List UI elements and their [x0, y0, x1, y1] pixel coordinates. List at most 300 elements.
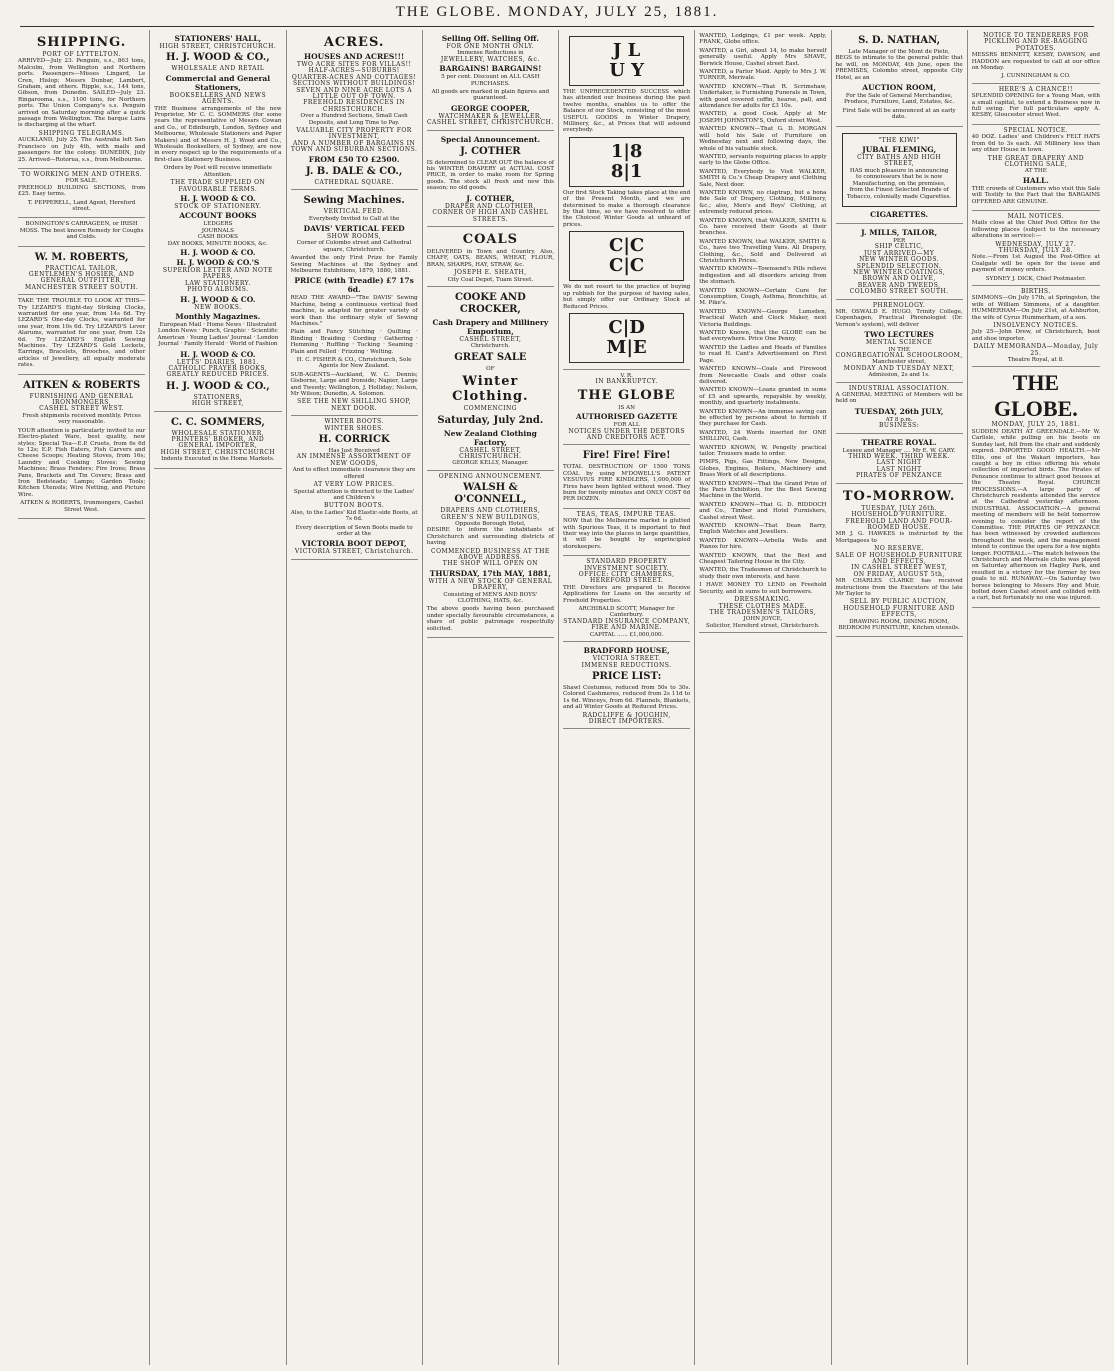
- delivered-text: DELIVERED in Town and Country. Also, CHAFF, OATS, BEANS, WHEAT, FLOUR, BRAN, SHARPS, HAY, STRAW, &c.: [426, 248, 554, 268]
- trade-supplied: THE TRADE SUPPLIED ON FAVOURABLE TERMS.: [170, 179, 266, 193]
- sommers-address: HIGH STREET, CHRISTCHURCH: [160, 448, 276, 456]
- superior-papers: SUPERIOR LETTER AND NOTE PAPERS,: [162, 266, 273, 281]
- admission: Admission, 2s and 1s.: [868, 372, 930, 379]
- aitken-ad: [18, 375, 145, 519]
- greatly-reduced: GREATLY REDUCED PRICES.: [166, 371, 270, 379]
- new-winter-goods: NEW WINTER GOODS.: [859, 256, 940, 264]
- ledgers: LEDGERS: [203, 221, 233, 228]
- wanted-item: WANTED, a Parlor Maid. Apply to Mrs J. W. TURNER, Merivale.: [699, 69, 827, 82]
- stock-heading: STOCK OF STATIONERY.: [174, 202, 262, 210]
- seven-nine: SEVEN AND NINE ACRE LOTS A LITTLE OUT OF TOWN.: [296, 86, 413, 101]
- household-furniture: HOUSEHOLD FURNITURE.: [851, 511, 948, 519]
- winter-shoes: WINTER SHOES.: [324, 424, 384, 432]
- solicitor-address: Solicitor, Hereford street, Christchurch.: [705, 622, 820, 629]
- ladies-text: Special attention is directed to the Ladies' and Children's: [293, 488, 415, 501]
- wanted-item: I HAVE MONEY TO LEND on Freehold Security, and in sums to suit borrowers.: [699, 582, 827, 595]
- pirates: PIRATES OF PENZANCE: [856, 472, 943, 480]
- victoria-depot: VICTORIA BOOT DEPOT,: [301, 539, 407, 549]
- wanted-item: PIMPS, Pigs, Gas Fittings, New Designs, Globes, Engines, Boilers, Machinery and Brass Work of all descriptions.: [699, 459, 827, 479]
- cigarettes: CIGARETTES.: [870, 209, 929, 219]
- phrenology-ad: [836, 300, 963, 383]
- thursday: THURSDAY, JULY 28.: [998, 246, 1074, 254]
- industrial-ad: [836, 383, 963, 434]
- chance-ad: [972, 84, 1100, 125]
- mail-note: Note.—From 1st August the Post-Office at Coalgate will be open for the issue and payment of money orders.: [971, 254, 1100, 274]
- kiwi-heading: "THE KIWI": [878, 136, 920, 144]
- journals: JOURNALS: [201, 227, 234, 234]
- bradford-street: VICTORIA STREET.: [592, 655, 661, 663]
- wanted-intro: WANTED, Lodgings, £1 per week. Apply, FRANK, Globe office.: [699, 33, 827, 46]
- hjwood-heading-3: H. J. WOOD & CO.: [180, 247, 256, 257]
- shop-open: THE SHOP WILL OPEN ON: [442, 560, 539, 568]
- nathan-body: BEGS to intimate to the general public that he will, on MONDAY, 4th June, open the PREMISES, Colombo street, opposite City Hotel, as an: [835, 55, 963, 81]
- in-the: IN THE: [888, 346, 910, 353]
- freehold-land: FREEHOLD LAND AND FOUR-ROOMED HOUSE.: [845, 517, 953, 531]
- boningtons-text: BONINGTON'S CARRAGEEN, or IRISH MOSS. The best known Remedy for Coughs and Colds.: [19, 221, 144, 241]
- reductions: IMMENSE REDUCTIONS.: [581, 661, 672, 669]
- roberts-address: MANCHESTER STREET SOUTH.: [24, 283, 139, 291]
- jly-top: J L: [612, 40, 641, 61]
- wednesday: WEDNESDAY, JULY 27.: [995, 240, 1077, 248]
- george-cooper: GEORGE COOPER,: [450, 103, 530, 113]
- column-6: [695, 30, 831, 1365]
- masthead: THE GLOBE. MONDAY, JULY 25, 1881.: [395, 4, 719, 20]
- wanted-item: WANTED KNOWN—An immense saving can be effected by persons about to furnish if they purchase for Cash.: [699, 408, 827, 428]
- cother-body: IS determined to CLEAR OUT the balance of his WINTER DRAPERY at ACTUAL COST PRICE, in order to make room for Spring goods. The stock all fresh and new this season; no old goods.: [426, 159, 554, 192]
- thursday-date: THURSDAY, 17th MAY, 1881,: [429, 568, 551, 578]
- stock-taking: Our first Stock Taking takes place at the end of the Present Month, and we are determined to make a thorough clearance by that time, so we have resolved to offer the Choicest Winter Goods at unheard of prices.: [563, 189, 691, 228]
- column-3: [287, 30, 423, 1365]
- aitken-sub: Fresh shipments received monthly. Prices very reasonable.: [22, 412, 141, 426]
- new-goods: WITH A NEW STOCK OF GENERAL DRAPERY,: [428, 577, 553, 592]
- wholesale-retail: WHOLESALE AND RETAIL: [171, 65, 265, 73]
- we-do-not: We do not resort to the practice of buying up rubbish for the purpose of having sales, but simply offer our Ordinary Stock at Reduced Prices.: [563, 284, 691, 310]
- monday-tuesday: MONDAY AND TUESDAY NEXT,: [843, 364, 955, 372]
- shawls-text: Shawl Costumes, reduced from 50s to 30s. Colored Cashmeres, reduced from 2s 11d to 1s 6d. Winceys, from 6d. Flannels, Blankets, and all Winter Goods at Reduced Prices.: [563, 684, 691, 711]
- has-received: Has Just Received: [328, 448, 380, 455]
- cashel-street: CASHEL STREET, CHRISTCHURCH.: [426, 119, 554, 127]
- hugo-text: MR. OSWALD E. HUGO, Trinity College, Copenhagen, Practical Phrenologist (Dr. Vernon's system), will deliver: [835, 308, 963, 328]
- commercial-stationers: Commercial and General Stationers,: [165, 73, 271, 92]
- selling-off: Selling Off. Selling Off.: [441, 34, 540, 43]
- column-7: [832, 30, 968, 1365]
- hundred-sections: Over a Hundred Sections, Small Cash Deposits, and Long Time to Pay.: [300, 113, 408, 126]
- wanted-item: WANTED KNOWN—Loans granted in sums of £5 and upwards, repayable by weekly, monthly, and quarterly instalments.: [699, 387, 827, 407]
- hickson-text: H. C. FISHER & CO., Christchurch, Sole Agents for New Zealand.: [296, 357, 412, 370]
- business-label: BUSINESS:: [879, 422, 920, 430]
- special-notice-ad: [972, 125, 1100, 211]
- houses-heading: HOUSES AND ACRES!!!: [304, 52, 405, 61]
- gazette-ad: [563, 370, 690, 445]
- public-auction: SELL BY PUBLIC AUCTION,: [849, 598, 949, 606]
- hjwood-heading-4: H. J. WOOD & CO.'S: [176, 257, 260, 267]
- sommers-ad: [154, 412, 281, 469]
- frac-box-3: [569, 313, 684, 363]
- frac-box-1: [569, 137, 684, 187]
- christchurch-label: Christchurch.: [470, 343, 510, 350]
- cunningham: J. CUNNINGHAM & CO.: [1001, 73, 1071, 80]
- roberts-name: W. M. ROBERTS,: [34, 251, 129, 263]
- great-display: THE GREAT DRAPERY AND CLOTHING SALE,: [987, 154, 1085, 168]
- day-books: DAY BOOKS, MINUTE BOOKS, &c.: [167, 240, 269, 247]
- assortment: AN IMMENSE ASSORTMENT OF NEW GOODS,: [296, 453, 412, 467]
- corrick-ad: [291, 416, 418, 560]
- corrick-name: H. CORRICK: [318, 434, 390, 446]
- low-prices: AT VERY LOW PRICES.: [313, 481, 395, 489]
- tea-ad: [563, 509, 690, 556]
- office-address: OFFICE: CITY CHAMBERS, HEREFORD STREET.: [578, 571, 675, 585]
- just-arrived: JUST ARRIVED—MY: [863, 249, 935, 257]
- hjwood-heading-2: H. J. WOOD & CO.: [180, 193, 256, 203]
- per-label: PER: [893, 237, 906, 244]
- shipping-section: [18, 30, 145, 169]
- fire-marine: FIRE AND MARINE.: [591, 624, 662, 632]
- standard-heading: STANDARD PROPERTY INVESTMENT SOCIETY.: [584, 558, 670, 572]
- cdme-bottom: M|E: [606, 336, 647, 358]
- solicitor-name: JOHN JOYCE,: [743, 616, 783, 623]
- frac-box-2: [569, 231, 684, 281]
- immense-text: Immense Reductions in: [457, 50, 524, 57]
- jly-ad: [563, 30, 690, 370]
- monthly-magazines: Monthly Magazines.: [175, 311, 261, 321]
- cashel-west: IN CASHEL STREET WEST,: [851, 564, 948, 572]
- chance-heading: HERE'S A CHANCE!!: [998, 85, 1073, 93]
- wanted-item: WANTED KNOWN—That R. Scrimshaw, Undertaker, is Furnishing Funerals in Town, with good covered coffin, hearse, pall, and attendance for adults for £3 10s.: [699, 83, 827, 110]
- half-acre: HALF-ACRES—SUBURBS!: [308, 67, 400, 75]
- cathedral-square: CATHEDRAL SQUARE.: [314, 178, 394, 186]
- nathan-sub: Late Manager of the Mont de Piete,: [848, 49, 950, 55]
- sale-household: SALE OF HOUSEHOLD FURNITURE AND EFFECTS,: [835, 551, 963, 565]
- bradford-name: BRADFORD HOUSE,: [583, 646, 670, 656]
- auction-body: For the Sale of General Merchandise, Produce, Furniture, Land, Estates, &c.: [844, 93, 955, 106]
- notice-tenderers: NOTICE TO TENDERERS FOR PICKLING AND RE-BAGGING POTATOES.: [983, 32, 1089, 52]
- cooper-ad: [427, 30, 554, 131]
- tea-body: NOW that the Melbourne market is glutted with Spurious Teas, it is important to find their way into the places in large quantities, it will be bought by unprincipled storekeepers.: [563, 518, 691, 550]
- first-sale: First Sale will be announced at an early date.: [842, 107, 956, 121]
- lezards-text: TAKE THE TROUBLE TO LOOK AT THIS— Try LEZARD'S Eight-day Striking Clocks, warranted for one year, from 14s 6d. Try LEZARD'S One-day Clocks, warranted for one year, from 10s 6d. Try LEZARD'S Lever Alarums, warranted for one year, from 12s 6d. Try LEZARD'S English Sewing Machines. Try LEZARD'S Gold Lockets, Earrings, Bracelets, Brooches, and other articles of Jewellery, all equally moderate rates.: [18, 298, 146, 369]
- nz-clothing: New Zealand Clothing Factory,: [443, 428, 537, 447]
- desire-text: DESIRE to inform the inhabitants of Christchurch and surrounding districts of having: [426, 527, 554, 547]
- household-effects: HOUSEHOLD FURNITURE AND EFFECTS,: [843, 604, 955, 619]
- column-4: [423, 30, 559, 1365]
- total-text: TOTAL DESTRUCTION OF 1500 TONS COAL by using M'DOWELL'S PATENT VESUVIUS FIRE KINDLERS, 1,000,000 of Fires have been lighted without wood. They burn for twenty minutes and ONLY COST 6d PER DOZEN.: [563, 464, 691, 503]
- price-list: PRICE LIST:: [591, 670, 662, 682]
- sewing-ad: [291, 190, 418, 416]
- wanted-section: [699, 30, 826, 633]
- bradford-ad: [563, 642, 690, 729]
- great-sale: GREAT SALE: [454, 351, 527, 363]
- theatre-ad: [836, 434, 963, 484]
- frac-1: 1|8: [610, 140, 643, 162]
- coatings: NEW WINTER COATINGS,: [853, 268, 946, 276]
- nathan-name: S. D. NATHAN,: [858, 35, 941, 46]
- column-1: [14, 30, 150, 1365]
- aitken-trade: FURNISHING AND GENERAL IRONMONGERS,: [29, 392, 134, 407]
- goods-marked: All goods are marked in plain figures and guaranteed.: [431, 89, 550, 102]
- hjwood-heading: H. J. WOOD & CO.,: [166, 52, 270, 64]
- wanted-item: WANTED, a good Cook. Apply at Mr JOSEPH JOHNSTON'S, Oxford street West.: [699, 111, 827, 124]
- dick: SYDNEY J. DICK, Chief Postmaster.: [985, 275, 1087, 282]
- wanted-item: WANTED KNOWN—Arbella Wells and Pianos for hire.: [699, 537, 827, 551]
- mills-ad: [836, 224, 963, 300]
- editorial-date: MONDAY, JULY 25, 1881.: [991, 421, 1081, 429]
- wanted-item: WANTED KNOWN—Certain Cure for Consumption, Cough, Asthma, Bronchitis, at M. Pike's.: [699, 287, 827, 307]
- saturday-date: Saturday, July 2nd.: [437, 414, 544, 426]
- workmen-ad: [18, 169, 145, 218]
- jubal-name: JUBAL FLEMING,: [862, 145, 937, 155]
- opening-heading: OPENING ANNOUNCEMENT.: [438, 472, 542, 480]
- greens-buildings: GREEN'S NEW BUILDINGS,: [441, 513, 540, 521]
- mills-name: J. MILLS, TAILOR,: [861, 227, 938, 237]
- column-8: [968, 30, 1104, 1365]
- colombo-south: COLOMBO STREET SOUTH.: [849, 288, 949, 296]
- high-street-2: HIGH STREET,: [191, 400, 244, 408]
- special-announcement: Special Announcement.: [440, 134, 541, 144]
- cooke-ad: [427, 287, 554, 471]
- masthead-rule: [20, 26, 1094, 27]
- cash-drapery: Cash Drapery and Millinery Emporium,: [432, 317, 549, 336]
- button-boots: BUTTON BOOTS.: [323, 502, 385, 510]
- wanted-item: WANTED, servants requiring places to apply early to the Globe Office.: [699, 153, 827, 167]
- victoria-street: VICTORIA STREET, Christchurch.: [294, 548, 414, 556]
- kiwi-box: [842, 133, 957, 207]
- jly-box: [569, 36, 684, 86]
- discount: 5 per cent. Discount on ALL CASH PURCHASES.: [441, 74, 540, 87]
- davis-name: DAVIS' VERTICAL FEED: [303, 223, 405, 233]
- fire-heading: Fire! Fire! Fire!: [582, 450, 671, 462]
- jbdale-name: J. B. DALE & CO.,: [305, 165, 403, 177]
- booksellers: BOOKSELLERS AND NEWS AGENTS.: [169, 91, 267, 106]
- coals-ad: [427, 227, 554, 287]
- beaver: BEAVER AND TWEEDS,: [857, 281, 941, 289]
- tomorrow-heading: TO-MORROW.: [842, 488, 956, 504]
- wanted-item: WANTED KNOWN, that WALKER, SMITH & Co., have two Travelling Vans. All Drapery, Clothing, &c., Sold and Delivered at Christchurch Prices.: [699, 238, 827, 264]
- city-baths: CITY BATHS AND HIGH STREET,: [857, 154, 942, 168]
- vertical-feed: VERTICAL FEED.: [323, 208, 385, 216]
- births-ad: [972, 286, 1100, 367]
- news-body: SUDDEN DEATH AT GREENDALE.—Mr W. Carlisle, while pulling on his boots on Sunday last, fell from the chair and suddenly expired. IMPORTED GOOD HEALTH.—Mr Ellis, one of the Wakari importers, has caught a boy in cities offering his whole collection of imported birds. The Pirates of Penzance continue to attract good houses at the Theatre Royal. CHURCH PROCESSIONS.—A large party of Christchurch residents attended the service at the Cathedral yesterday afternoon. INDUSTRIAL ASSOCIATION.—A general meeting of members will be held tomorrow evening to consider the report of the Committee. THE PIRATES OF PENZANCE has been witnessed by crowded audiences throughout the week, and the management intend to continue the opera for a few nights longer. FOOTBALL.—The match between the Christchurch and Merivale clubs was played on Saturday afternoon on Hagley Park, and resulted in a victory for the former by two goals to nil. RUNAWAY.—On Saturday two horses belonging to Messrs Hoy and Muir, bolted down Cashel street and collided with a cart, but fortunately no one was injured.: [971, 428, 1100, 602]
- wanted-item: WANTED KNOWN—Townsend's Pills relieve indigestion and all disorders arising from the stomach.: [699, 266, 827, 286]
- photo-albums: PHOTO ALBUMS.: [187, 286, 249, 294]
- read-text: READ THE AWARD—"The DAVIS' Sewing Machine, being a continuous vertical feed machine, is adapted for greater variety of work than the ordinary style of Sewing Machines.": [290, 295, 418, 327]
- mail-notices: MAIL NOTICES.: [1007, 212, 1065, 220]
- elastic-text: Also, to the Ladies' Kid Elastic-side Boots, at 7s 6d.: [290, 509, 418, 523]
- wanted-item: WANTED, Everybody to Visit WALKER, SMITH & Co.'s Cheap Drapery and Clothing Sale, Next door.: [699, 168, 827, 188]
- corner-high: CORNER OF HIGH AND CASHEL STREETS.: [432, 209, 549, 223]
- work-list: Plain and Fancy Stitching · Quilting · Binding · Braiding · Cording · Gathering · Hemming · Ruffling · Tucking · Seaming · Plain and Felled · Frizzing · Welting.: [290, 329, 418, 355]
- wanted-item: WANTED, 24 Words inserted for ONE SHILLING, Cash.: [699, 429, 827, 443]
- sections: SECTIONS WITHOUT BUILDINGS!: [292, 80, 416, 88]
- chance-body: SPLENDID OPENING for a Young Man, with a small capital, to extend a Business now in full swing. For full particulars apply A. KESBY, Gloucester street West.: [971, 93, 1100, 119]
- acres-heading: ACRES.: [323, 35, 385, 50]
- awarded-text: Awarded the only First Prize for Family Sewing Machines at the Sydney and Melbourne Exhibitions, 1879, 1880, 1881.: [290, 255, 418, 274]
- of-label: OF: [486, 365, 495, 372]
- stationers-label: STATIONERS,: [193, 393, 243, 401]
- hawkes-text: MR J. G. HAWKES is instructed by the Mortgagees to: [835, 531, 963, 544]
- winter-boots: WINTER BOOTS.: [324, 418, 384, 426]
- davis-invite: Everybody Invited to Call at the: [308, 215, 400, 222]
- wanted-item: WANTED KNOWN—That G. D. MORGAN will hold his Sale of Furniture on Wednesday next and following days, the whole of his valuable stock.: [699, 126, 827, 152]
- unprecedented-text: THE UNPRECEDENTED SUCCESS which has attended our business during the past twelve months, enables us to offer the Balance of our Stock, consisting of the most USEFUL GOODS in Winter Drapery, Millinery, &c., at Prices that will astound everybody.: [563, 89, 691, 134]
- at-the: AT THE: [1024, 168, 1047, 175]
- tenderers-ad: [972, 30, 1100, 84]
- clarke-text: MR CHARLES CLARKE has received instructions from the Executors of the late Mr Taylor to: [835, 578, 963, 597]
- wanted-item: WANTED Known, that the GLOBE can be had everywhere. Price One Penny.: [699, 330, 827, 343]
- theatre-royal: THEATRE ROYAL.: [861, 437, 937, 447]
- aitken-name: AITKEN & ROBERTS: [23, 379, 141, 391]
- direct-importers: DIRECT IMPORTERS.: [588, 717, 665, 725]
- wanted-item: WANTED KNOWN, that WALKER, SMITH & Co. have received their Goods at their branches.: [699, 217, 827, 237]
- meeting-date: TUESDAY, 26th JULY,: [854, 406, 944, 416]
- business-body: THE Business arrangements of the new Proprietor, Mr C. C. SOMMERS (for some years the representative of Messrs Cowan and Co., of Edinburgh, London, Sydney and Melbourne, Wholesale Stationers and Paper Makers) and of Messrs H. J. Wood and Co., Wholesale Booksellers, of Sydney, are now in every respect up to the requirements of a first-class Stationery Business.: [154, 105, 282, 163]
- frac-2: 8|1: [610, 160, 643, 182]
- roberts-trade: PRACTICAL TAILOR, GENTLEMEN'S HOSIER, AND GENERAL OUTFITTER,: [28, 264, 135, 285]
- cc-bottom: C|C: [609, 255, 645, 277]
- notices: NOTICES UNDER THE DEBTORS AND CREDITORS ACT.: [568, 427, 685, 441]
- congregational: CONGREGATIONAL SCHOOLROOM,: [835, 352, 963, 359]
- stationers-address: HIGH STREET, CHRISTCHURCH.: [159, 43, 277, 50]
- phrenology-heading: PHRENOLOGY.: [872, 301, 926, 309]
- editorial: [972, 367, 1100, 607]
- shipping-body: ARRIVED—July 23. Penguin, s.s., 863 tons, Malcolm, from Wellington and Northern ports. Passengers—Misses Lingard, Le Cren, Hislop; Messrs Dunbar, Lambert, Graham, and others. Ripple, s.s., 144 tons, Gibson, from Dunedin. SAILED—July 23. Ringarooma, s.s., 1100 tons, for Northern ports. The Union Company's s.s. Penguin arrived on Saturday morning after a quick passage from Wellington. The barque Laira is discharging at the wharf.: [18, 58, 146, 129]
- commenced: COMMENCED BUSINESS AT THE ABOVE ADDRESS.: [431, 547, 550, 562]
- cooke-name: COOKE AND CROCKER,: [455, 291, 526, 315]
- cashel-2: CASHEL STREET,: [459, 335, 522, 343]
- meeting-time: AT 8 p.m.: [885, 416, 913, 423]
- boningtons-ad: [18, 218, 145, 246]
- shipping-heading: SHIPPING.: [36, 35, 127, 50]
- kiwi-body: HAS much pleasure in announcing to connoisseurs that he is now Manufacturing, on the premises, from the Finest Selected Brands of Tobacco, colonially made Cigarettes.: [846, 167, 952, 200]
- manchester-st: Manchester street,: [872, 359, 927, 366]
- bargains: BARGAINS! BARGAINS!: [439, 64, 542, 74]
- births-body: SIMMONS—On July 17th, at Springston, the wife of William Simmons, of a daughter. HUMMERHAM—On July 21st, at Ashburton, the wife of Cyrus Hummerham, of a son.: [971, 295, 1100, 321]
- stationers-hall-heading: STATIONERS' HALL,: [174, 34, 262, 43]
- telegrams-body: AUCKLAND, July 25. The Australia left San Francisco on July 4th, with mails and passengers for the colony. DUNEDIN, July 25. Arrived—Rotorua, s.s., from Melbourne.: [18, 137, 146, 163]
- every-text: Every description of Sewn Boots made to order at the: [295, 524, 413, 537]
- walsh-ad: [427, 471, 554, 638]
- special-notice: SPECIAL NOTICE.: [1003, 126, 1069, 134]
- commencing: COMMENCING: [463, 405, 518, 413]
- acres-ad: [291, 30, 418, 190]
- tomorrow-ad: [836, 484, 963, 638]
- jly-bottom: U Y: [609, 60, 645, 81]
- insolvency-body: July 25—John Drew, of Christchurch, boot and shoe importer.: [971, 329, 1100, 342]
- column-5: [559, 30, 695, 1365]
- price-text: PRICE (with Treadle) £7 17s 6d.: [294, 276, 414, 295]
- winter-clothing: Winter Clothing.: [452, 374, 529, 405]
- cc-top: C|C: [609, 235, 645, 257]
- lezards-ad: [18, 295, 145, 374]
- coal-merchant: JOSEPH E. SHEATH,: [454, 269, 527, 277]
- wanted-item: WANTED KNOWN—That the Grand Prize of the Paris Exhibition, for the Best Sewing Machine in the World.: [699, 480, 827, 500]
- splendid-selection: SPLENDID SELECTION.: [856, 262, 942, 270]
- indents-text: Indents Executed in the Home Markets.: [161, 456, 275, 463]
- aitken-body: YOUR attention is particularly invited to our Electro-plated Ware, best quality, new styles; Special Tea—E.P. Cruets, from 6s 6d to 12s; E.P. Fish Eaters, Fish Carvers and Cheese Scoops; Heating Stoves, from 16s; Laundry and Cooking Stoves; Sewing Machines; Brass Fenders; Fire Irons; Brass Pans, Brackets and Tin Covers; Brass and Iron Bedsteads; Lamps; Garden Tools; Kitchen Utensils; Wire Netting, and Picture Wire.: [18, 427, 146, 498]
- general-meeting: A GENERAL MEETING of Members will be held on: [835, 392, 963, 405]
- tomorrow-date: TUESDAY, JULY 26th.: [861, 504, 937, 512]
- two-lectures: TWO LECTURES: [864, 330, 934, 340]
- insolvency: INSOLVENCY NOTICES.: [993, 322, 1079, 330]
- sommers-trade: WHOLESALE STATIONER, PRINTERS' BROKER, AND GENERAL IMPORTER,: [171, 429, 265, 450]
- hjwood-heading-5: H. J. WOOD & CO.: [180, 294, 256, 304]
- two-acre: TWO ACRE SITES FOR VILLAS!!: [296, 61, 412, 68]
- pepperell-text: T. PEPPERELL, Land Agent, Hereford street.: [27, 199, 136, 212]
- hjwood-heading-7: H. J. WOOD & CO.,: [166, 380, 270, 392]
- wanted-item: WANTED KNOWN, no claptrap, but a bona fide Sale of Drapery, Clothing, Millinery, &c.; also, Men's and Boys' Clothing, at extremely reduced prices.: [699, 189, 827, 216]
- kelly-manager: GEORGE KELLY, Manager.: [452, 460, 529, 467]
- wanted-item: WANTED KNOWN—That G. D. RIDDOCH and Co., Timber and Hotel Furnishers, Cashel street West.: [699, 501, 827, 521]
- friday-date: ON FRIDAY, AUGUST 5th,: [853, 570, 945, 578]
- wanted-item: WANTED KNOWN—That Dean Barry, English Watches and Jewellers.: [699, 523, 827, 536]
- ship-celtic: SHIP CELTIC,: [874, 243, 924, 251]
- wanted-item: WANTED, the Tradesmen of Christchurch to study their own interests, and have: [699, 567, 827, 580]
- see-text: SEE THE NEW SHILLING SHOP, NEXT DOOR.: [297, 398, 412, 412]
- walsh-name: WALSH & O'CONNELL,: [454, 482, 527, 506]
- cdme-top: C|D: [608, 316, 645, 338]
- jewellery: JEWELLERY, WATCHES, &c.: [440, 55, 540, 63]
- bankruptcy: IN BANKRUPTCY.: [595, 378, 658, 386]
- standard-body: THE Directors are prepared to Receive Applications for Loans on the security of Freehold Properties.: [563, 584, 691, 604]
- stationers-hall-ad: [154, 30, 281, 412]
- watchmaker: WATCHMAKER & JEWELLER,: [438, 112, 543, 120]
- industrial-heading: INDUSTRIAL ASSOCIATION.: [848, 384, 950, 392]
- showroom: SHOW ROOMS,: [327, 232, 382, 240]
- capital: CAPITAL ...... £1,000,000.: [589, 631, 664, 638]
- notice-body: MESSRS BENNETT, KESBY, DAWSON, and HADDON are requested to call at our office on Monday.: [971, 52, 1100, 72]
- is-an: IS AN: [618, 404, 635, 411]
- for-all: FOR ALL: [613, 422, 640, 429]
- wanted-item: WANTED KNOWN, that the Best and Cheapest Tailoring House in the City.: [699, 552, 827, 566]
- cother-heading: J. COTHER: [460, 145, 521, 157]
- cother-ad: [427, 131, 554, 227]
- telegrams-heading: SHIPPING TELEGRAMS.: [38, 129, 125, 137]
- vr-label: V. R.: [620, 372, 633, 379]
- archibald-name: ARCHIBALD SCOTT, Manager for Canterbury.: [578, 606, 675, 619]
- aitken-address: CASHEL STREET WEST.: [39, 405, 125, 413]
- drapers-label: DRAPERS AND CLOTHIERS,: [440, 507, 541, 515]
- sewing-heading: Sewing Machines.: [303, 195, 405, 207]
- mail-ad: [972, 211, 1100, 286]
- wanted-list: [699, 48, 826, 595]
- above-text: The above goods having been purchased under specially favourable circumstances, a share of public patronage respectfully solicited.: [426, 606, 554, 632]
- columns: [14, 30, 1104, 1365]
- wanted-item: WANTED KNOWN—Coals and Firewood from Newcastle Coals and other coals delivered.: [699, 366, 827, 385]
- tea-heading: TEAS, TEAS, IMPURE TEAS.: [576, 510, 677, 518]
- kiwi-ad: [836, 127, 963, 224]
- colours: BROWN AND OLIVE,: [862, 275, 936, 283]
- wanted-item: WANTED, a Girl, about 14, to make herself generally useful. Apply Mrs SHAVE, Berwick House, Cashel street East.: [699, 47, 827, 67]
- roberts-ad: [18, 247, 145, 296]
- memoranda: DAILY MEMORANDA—Monday, July 25.: [973, 343, 1099, 357]
- cash-books: CASH BOOKS: [197, 234, 238, 241]
- last-night-2: LAST NIGHT: [876, 465, 922, 473]
- workmen-heading: TO WORKING MEN AND OTHERS.: [21, 170, 143, 178]
- draper-label: DRAPER AND CLOTHIER,: [445, 202, 536, 210]
- the-globe-gazette: THE GLOBE: [577, 387, 676, 403]
- radcliffe: RADCLIFFE & JOUGHIN,: [582, 711, 671, 719]
- lessee: Lessee and Manager .... Mr E. W. CARY.: [842, 447, 956, 454]
- quarter-acre: QUARTER-ACRES AND COTTAGES!: [291, 73, 417, 81]
- sommers-name: C. C. SOMMERS,: [170, 416, 265, 428]
- forsale-label: FOR SALE.: [65, 178, 98, 185]
- aitken-foot: AITKEN & ROBERTS, Ironmongers, Cashel Street West.: [20, 500, 144, 513]
- nathan-ad: [836, 30, 963, 127]
- standard-ad: [563, 556, 690, 642]
- price-range: FROM £50 TO £2500.: [308, 154, 400, 164]
- magazine-list: European Mail · Home News · Illustrated London News · Punch, Graphic · Scientific American · Young Ladies' Journal · London Journal · Family Herald · World of Fashion: [157, 321, 279, 348]
- corner-text: Corner of Colombo street and Cathedral square, Christchurch.: [296, 240, 412, 253]
- hall: HALL.: [1022, 175, 1049, 185]
